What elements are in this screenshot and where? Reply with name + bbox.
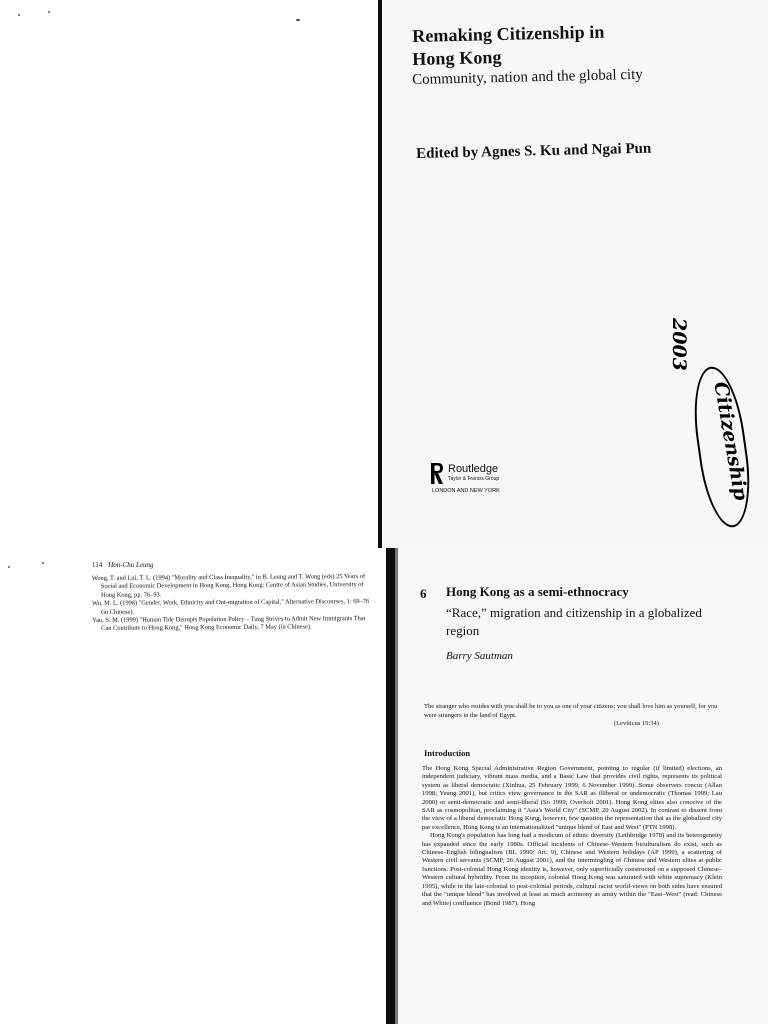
book-title-line-2: Hong Kong <box>412 46 502 69</box>
chapter-number: 6 <box>420 586 427 601</box>
reference-entry: Wu, M. L. (1998) "Gender, Work, Ethnicity and Out-migration of Capital," Alternative Discourses, 1: 69–76 (in Chinese). <box>91 598 370 616</box>
blank-page <box>0 0 378 548</box>
chapter-author: Barry Sautman <box>446 650 513 662</box>
reference-entry: Yan, S. M. (1999) "Human Tide Disrupts Population Policy – Tung Strives to Admit New Immigrants That Can Contribute to Hong Kong," Hong Kong Economic Daily, 7 May (in Chinese). <box>92 615 366 633</box>
running-head <box>92 561 154 569</box>
book-subtitle: Community, nation and the global city <box>412 66 643 88</box>
book-editors: Edited by Agnes S. Ku and Ngai Pun <box>416 140 652 162</box>
publisher-name: Routledge <box>448 463 499 475</box>
scan-speck <box>296 19 300 21</box>
page-gutter-shadow <box>378 0 382 548</box>
title-page <box>378 0 768 548</box>
scan-speck <box>42 562 44 564</box>
page-gutter-shadow <box>386 548 395 1024</box>
scan-speck <box>8 566 10 568</box>
handwritten-note: Citizenship <box>709 380 752 503</box>
handwritten-year: 2003 <box>668 318 690 371</box>
routledge-r-icon <box>430 462 444 486</box>
references-page <box>0 548 386 1024</box>
publisher-cities: LONDON AND NEW YORK <box>432 488 500 494</box>
page-gutter-shadow <box>395 548 398 1024</box>
epigraph: The stranger who resides with you shall be to you as one of your citizens; you shall love him as yourself, for you were strangers in the land of Egypt. <box>424 703 718 719</box>
publisher-group: Taylor & Francis Group <box>448 476 500 482</box>
scan-speck <box>48 11 50 13</box>
section-heading: Introduction <box>424 748 471 758</box>
reference-entry: Wong, T. and Lui, T. L. (1994) "Morality and Class Inequality," in B. Leung and T. Wong (eds) 25 Years of Social and Economic Development in Hong Kong, Hong Kong: Centre of Asian Studies, University of Hong Kong, pp. 76–93. <box>91 573 366 599</box>
body-paragraph: Hong Kong's population has long had a modicum of ethnic diversity (Lethbridge 1978) and its heterogeneity has expanded since the early 1980s. Official incidents of Chinese–Western biculturalism do exist, such as Chinese–English bilingualism (BL 1990: Art. 9), Chinese and Western holidays (AP 1999), a scattering of Western civil servants (SCMP, 26 August 2001), and the intermingling of Chinese and Western elites at public functions. Post-colonial Hong Kong identity is, however, only superficially constructed on a supposed Chinese–Western cultural hybridity. From its inception, colonial Hong Kong was saturated with white supremacy (Klein 1995), while in the late-colonial to post-colonial periods, cultural racist world-views on both sides have ensured that the "unique blend" has involved at least as much acrimony as amity within the "East–West" (read: Chinese and White) confluence (Bond 1987). Hong <box>422 832 722 907</box>
reference-list <box>92 573 370 634</box>
epigraph-citation: (Leviticus 19:34) <box>614 720 659 727</box>
book-title-line-1: Remaking Citizenship in <box>412 21 605 46</box>
running-head-author: Hon-Chu Leung <box>108 561 154 569</box>
chapter-title: Hong Kong as a semi-ethnocracy <box>446 584 629 599</box>
chapter-subtitle: “Race,” migration and citizenship in a globalized region <box>446 605 702 638</box>
chapter-body <box>422 765 722 908</box>
scan-speck <box>18 14 20 16</box>
chapter-page <box>386 548 768 1024</box>
body-paragraph: The Hong Kong Special Administrative Region Government, pointing to regular (if limited) elections, an independent judiciary, vibrant mass media, and a Basic Law that provides civil rights, represents its political system as liberal democratic (Xinhua, 25 February 1999, 6 November 1999). Some observers concur (Allan 1998; Yeung 2001), but critics view governance in the SAR as illiberal or undemocratic (Thomas 1999; Lau 2000) or semi-democratic and semi-liberal (So 1999; Overholt 2001). Hong Kong elites also conceive of the SAR as cosmopolitan, proclaiming it "Asia's World City" (SCMP, 20 August 2002). In contrast to dissent from the view of a liberal democratic Hong Kong, however, few question the representation that as the globalized city par excellence, Hong Kong is an internationalized "unique blend of East and West" (PTN 1998). <box>422 765 722 831</box>
page-number: 114 <box>92 561 103 569</box>
